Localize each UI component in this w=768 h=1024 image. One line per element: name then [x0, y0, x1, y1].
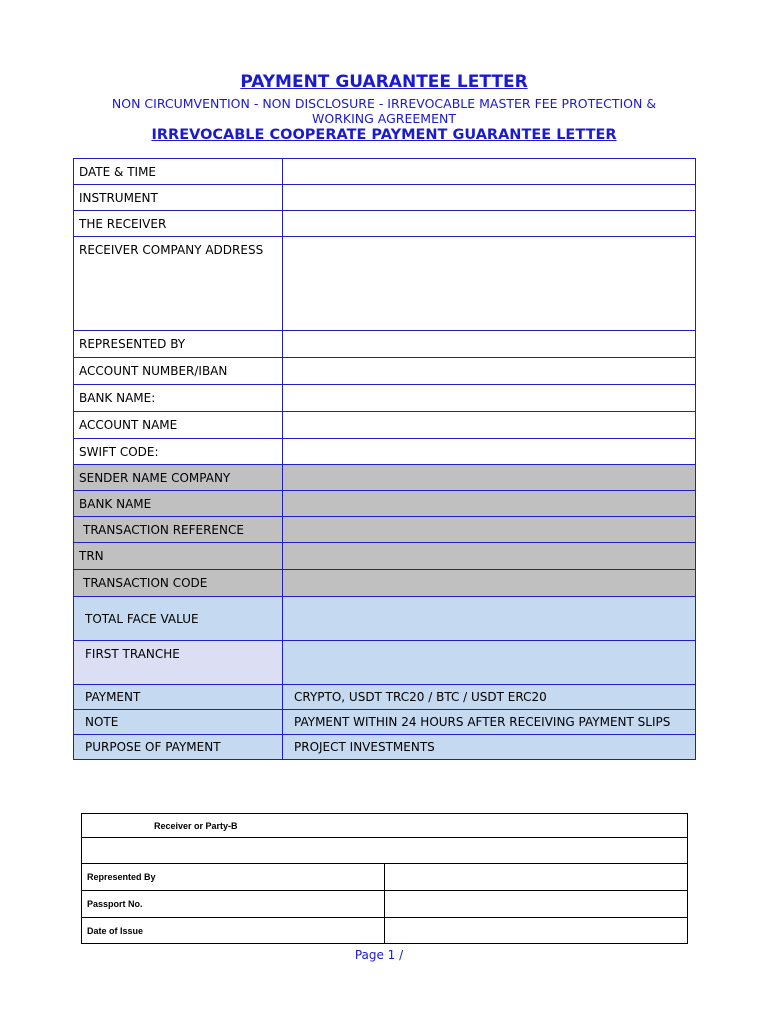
form-value-field[interactable] [283, 237, 696, 331]
form-value-field[interactable] [283, 570, 696, 597]
form-row-purpose-of-payment [74, 735, 696, 760]
form-row-receiver [74, 211, 696, 237]
form-label: TOTAL FACE VALUE [74, 597, 283, 641]
form-row-instrument [74, 185, 696, 211]
form-label: ACCOUNT NUMBER/IBAN [74, 358, 283, 385]
form-value-field[interactable] [283, 465, 696, 491]
form-row-transaction-code [74, 570, 696, 597]
signature-heading: Receiver or Party-B [82, 814, 688, 838]
form-label: INSTRUMENT [74, 185, 283, 211]
signature-row-passport-no [82, 891, 688, 918]
form-row-represented-by [74, 331, 696, 358]
form-row-note [74, 710, 696, 735]
signature-row-represented-by [82, 864, 688, 891]
form-row-sender-name [74, 465, 696, 491]
form-row-bank-name [74, 385, 696, 412]
form-value-field[interactable] [283, 597, 696, 641]
signature-heading-row [82, 814, 688, 838]
form-value-field[interactable] [283, 331, 696, 358]
form-row-account-name [74, 412, 696, 439]
form-value-field[interactable] [283, 358, 696, 385]
form-value-field[interactable] [283, 385, 696, 412]
signature-value-field[interactable] [385, 918, 688, 944]
form-value-field[interactable] [283, 185, 696, 211]
form-label: NOTE [74, 710, 283, 735]
form-label: TRANSACTION CODE [74, 570, 283, 597]
form-label: SWIFT CODE: [74, 439, 283, 465]
form-row-total-face-value [74, 597, 696, 641]
form-label: SENDER NAME COMPANY [74, 465, 283, 491]
document-subtitle-2: IRREVOCABLE COOPERATE PAYMENT GUARANTEE LETTER [151, 127, 617, 143]
form-label: PURPOSE OF PAYMENT [74, 735, 283, 760]
form-value-field[interactable] [283, 439, 696, 465]
signature-value-field[interactable] [385, 864, 688, 891]
form-value-field[interactable] [283, 412, 696, 439]
form-value-field[interactable] [283, 491, 696, 517]
form-value-field[interactable]: PAYMENT WITHIN 24 HOURS AFTER RECEIVING PAYMENT SLIPS [283, 710, 696, 735]
form-label: FIRST TRANCHE [74, 641, 283, 685]
signature-table [81, 813, 688, 944]
form-row-receiver-address [74, 237, 696, 331]
form-label: THE RECEIVER [74, 211, 283, 237]
form-label: DATE & TIME [74, 159, 283, 185]
form-value-field[interactable] [283, 159, 696, 185]
signature-row-date-of-issue [82, 918, 688, 944]
form-row-payment [74, 685, 696, 710]
document-title: PAYMENT GUARANTEE LETTER [240, 72, 528, 92]
form-value-field[interactable] [283, 543, 696, 570]
form-value-field[interactable] [283, 517, 696, 543]
form-label: ACCOUNT NAME [74, 412, 283, 439]
form-label: TRANSACTION REFERENCE [74, 517, 283, 543]
signature-label: Represented By [82, 864, 385, 891]
guarantee-form-table [73, 158, 696, 760]
page-number: Page 1 / [354, 948, 404, 962]
form-value-field[interactable]: CRYPTO, USDT TRC20 / BTC / USDT ERC20 [283, 685, 696, 710]
form-label: REPRESENTED BY [74, 331, 283, 358]
signature-label: Date of Issue [82, 918, 385, 944]
form-label: PAYMENT [74, 685, 283, 710]
form-value-field[interactable] [283, 641, 696, 685]
form-value-field[interactable] [283, 211, 696, 237]
form-row-trn [74, 543, 696, 570]
form-label: BANK NAME [74, 491, 283, 517]
form-row-transaction-reference [74, 517, 696, 543]
signature-value-field[interactable] [385, 891, 688, 918]
signature-blank-row [82, 838, 688, 864]
form-label: BANK NAME: [74, 385, 283, 412]
form-row-swift-code [74, 439, 696, 465]
form-value-field[interactable]: PROJECT INVESTMENTS [283, 735, 696, 760]
signature-blank-field[interactable] [82, 838, 688, 864]
form-label: RECEIVER COMPANY ADDRESS [74, 237, 283, 331]
form-row-date-time [74, 159, 696, 185]
form-row-account-number [74, 358, 696, 385]
document-subtitle: NON CIRCUMVENTION - NON DISCLOSURE - IRREVOCABLE MASTER FEE PROTECTION & WORKING AGREEMENT [111, 96, 657, 126]
form-row-first-tranche [74, 641, 696, 685]
form-row-sender-bank-name [74, 491, 696, 517]
signature-label: Passport No. [82, 891, 385, 918]
form-label: TRN [74, 543, 283, 570]
